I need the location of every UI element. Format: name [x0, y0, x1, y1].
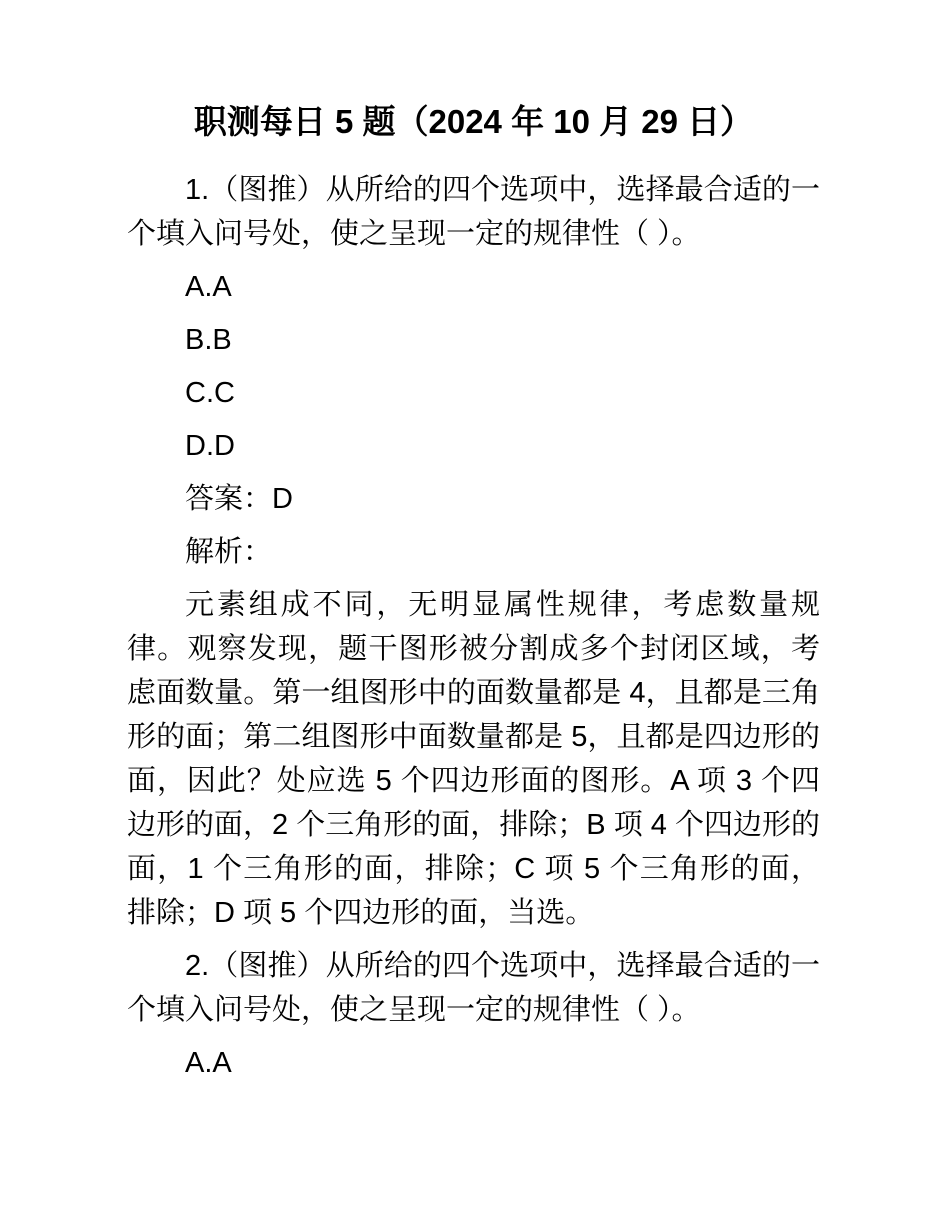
question-2-stem: 2.（图推）从所给的四个选项中，选择最合适的一个填入问号处，使之呈现一定的规律性（ ）。 [127, 950, 820, 1026]
question-2-option-a: A.A [185, 1047, 232, 1079]
document-title: 职测每日 5 题（2024 年 10 月 29 日） [193, 103, 754, 140]
question-1-analysis-text: 元素组成不同，无明显属性规律，考虑数量规律。观察发现，题干图形被分割成多个封闭区域，考虑面数量。第一组图形中的面数量都是 4，且都是三角形的面；第二组图形中面数量都是 5，且都是四边形的面，因此？处应选 5 个四边形面的图形。A 项 3 个四边形的面，2 个三角形的面，排除；B 项 4 个四边形的面，1 个三角形的面，排除；C 项 5 个三角形的面，排除；D 项 5 个四边形的面，当选。 [127, 589, 820, 929]
question-1-option-d: D.D [185, 430, 235, 462]
question-1-answer: 答案：D [185, 483, 293, 515]
question-1-option-c: C.C [185, 377, 235, 409]
question-1-option-b: B.B [185, 324, 232, 356]
question-1-stem: 1.（图推）从所给的四个选项中，选择最合适的一个填入问号处，使之呈现一定的规律性（ ）。 [127, 174, 820, 250]
question-1-analysis-label: 解析： [185, 536, 273, 568]
question-1-option-a: A.A [185, 271, 232, 303]
